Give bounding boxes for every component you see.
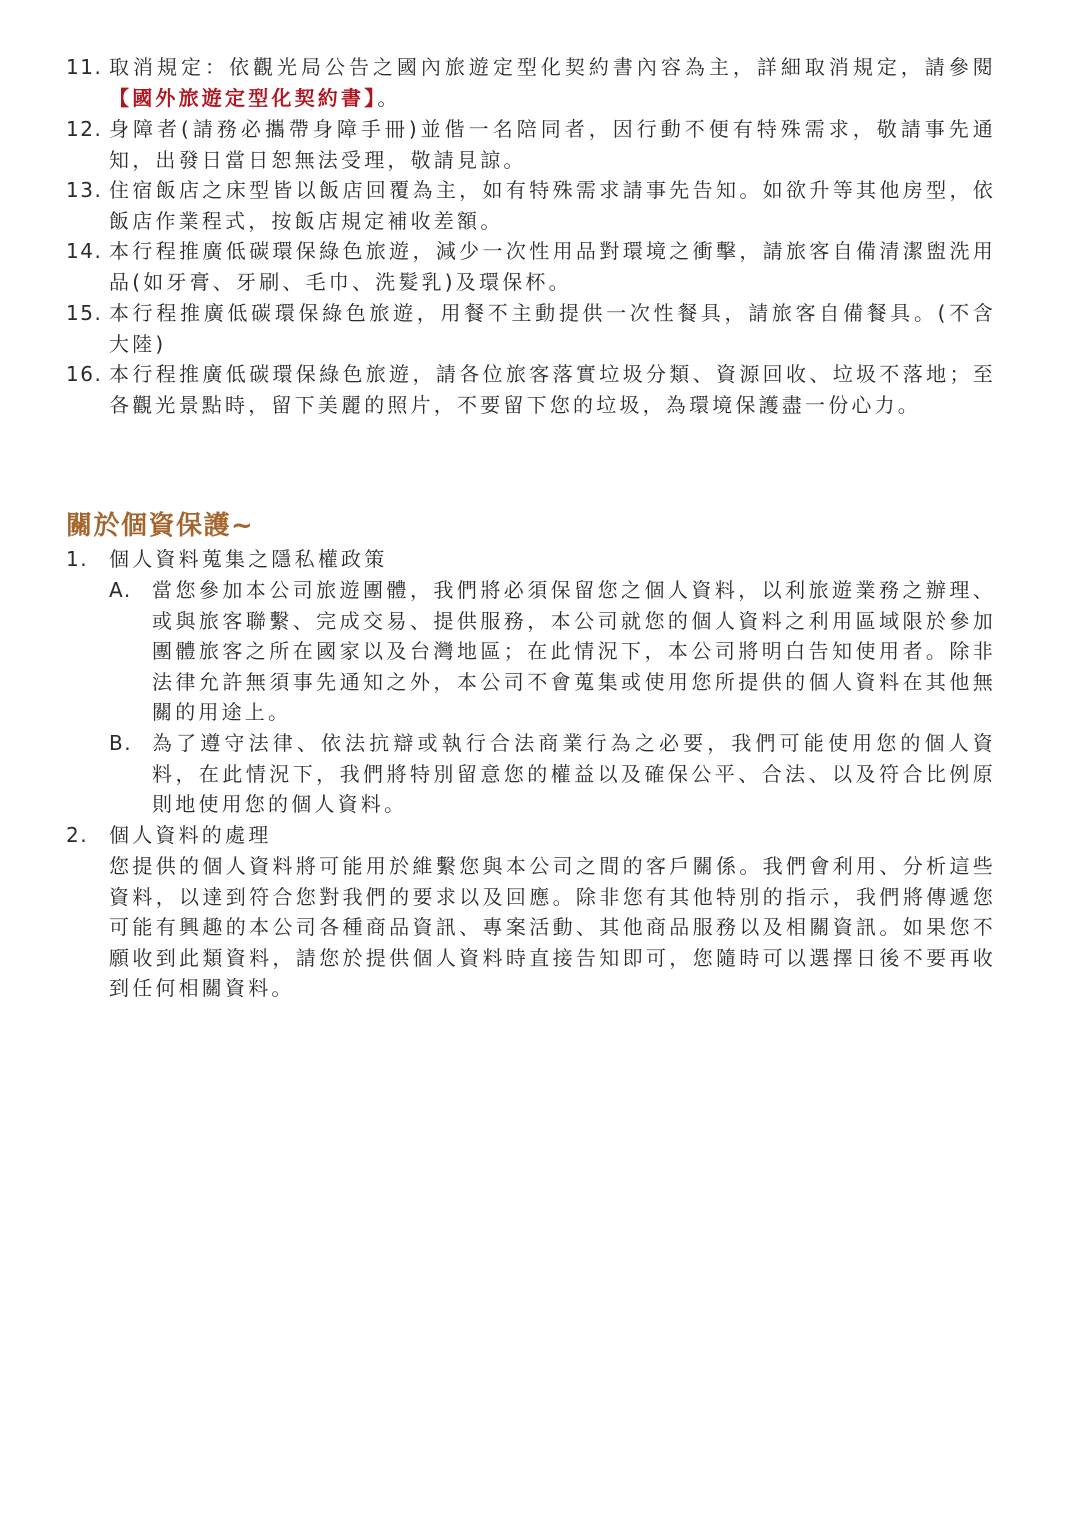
processing-paragraph: 您提供的個人資料將可能用於維繫您與本公司之間的客戶關係。我們會利用、分析這些資料，以達到符合您對我們的要求以及回應。除非您有其他特別的指示，我們將傳遞您可能有興趣的本公司各種商品資訊、專案活動、其他商品服務以及相關資訊。如果您不願收到此類資料，請您於提供個人資料時直接告知即可，您隨時可以選擇日後不要再收到任何相關資料。 <box>109 854 996 1001</box>
contract-link[interactable]: 【國外旅遊定型化契約書】 <box>109 85 378 110</box>
term-number: 14. <box>66 239 103 263</box>
term-text: 本行程推廣低碳環保綠色旅遊，減少一次性用品對環境之衝擊，請旅客自備清潔盥洗用品(如牙膏、牙刷、毛巾、洗髮乳)及環保杯。 <box>109 239 996 294</box>
term-text: 本行程推廣低碳環保綠色旅遊，請各位旅客落實垃圾分類、資源回收、垃圾不落地；至各觀光景點時，留下美麗的照片，不要留下您的垃圾，為環境保護盡一份心力。 <box>109 362 996 417</box>
subitem-text: 為了遵守法律、依法抗辯或執行合法商業行為之必要，我們可能使用您的個人資料，在此情況下，我們將特別留意您的權益以及確保公平、合法、以及符合比例原則地使用您的個人資料。 <box>152 731 996 817</box>
privacy-subitem-a <box>109 575 996 728</box>
term-number: 16. <box>66 362 103 386</box>
privacy-item-2 <box>66 820 996 851</box>
subitem-text: 當您參加本公司旅遊團體，我們將必須保留您之個人資料，以利旅遊業務之辦理、或與旅客聯繫、完成交易、提供服務，本公司就您的個人資料之利用區域限於參加團體旅客之所在國家以及台灣地區；在此情況下，本公司將明白告知使用者。除非法律允許無須事先通知之外，本公司不會蒐集或使用您所提供的個人資料在其他無關的用途上。 <box>152 578 996 725</box>
term-11 <box>66 52 996 113</box>
term-number: 13. <box>66 178 103 202</box>
term-number: 15. <box>66 301 103 325</box>
term-16 <box>66 359 996 420</box>
term-number: 12. <box>66 117 103 141</box>
privacy-subitem-b <box>109 728 996 820</box>
term-text: 身障者(請務必攜帶身障手冊)並偕一名陪同者，因行動不便有特殊需求，敬請事先通知，出發日當日恕無法受理，敬請見諒。 <box>109 117 996 172</box>
privacy-item-title: 個人資料蒐集之隱私權政策 <box>109 547 388 571</box>
term-12 <box>66 114 996 175</box>
privacy-item-1 <box>66 544 996 575</box>
term-number: 11. <box>66 55 103 79</box>
privacy-heading: 關於個資保護~ <box>66 511 255 541</box>
privacy-item-number: 2. <box>66 823 89 847</box>
subitem-letter: B. <box>109 731 133 755</box>
privacy-item-title: 個人資料的處理 <box>109 823 272 847</box>
term-15 <box>66 298 996 359</box>
term-14 <box>66 236 996 297</box>
term-13 <box>66 175 996 236</box>
subitem-letter: A. <box>109 578 132 602</box>
term-text: 取消規定：依觀光局公告之國內旅遊定型化契約書內容為主，詳細取消規定，請參閱【國外旅遊定型化契約書】。 <box>109 55 996 110</box>
privacy-item-number: 1. <box>66 547 89 571</box>
term-text: 本行程推廣低碳環保綠色旅遊，用餐不主動提供一次性餐具，請旅客自備餐具。(不含大陸) <box>109 301 996 356</box>
term-text: 住宿飯店之床型皆以飯店回覆為主，如有特殊需求請事先告知。如欲升等其他房型，依飯店作業程式，按飯店規定補收差額。 <box>109 178 996 233</box>
